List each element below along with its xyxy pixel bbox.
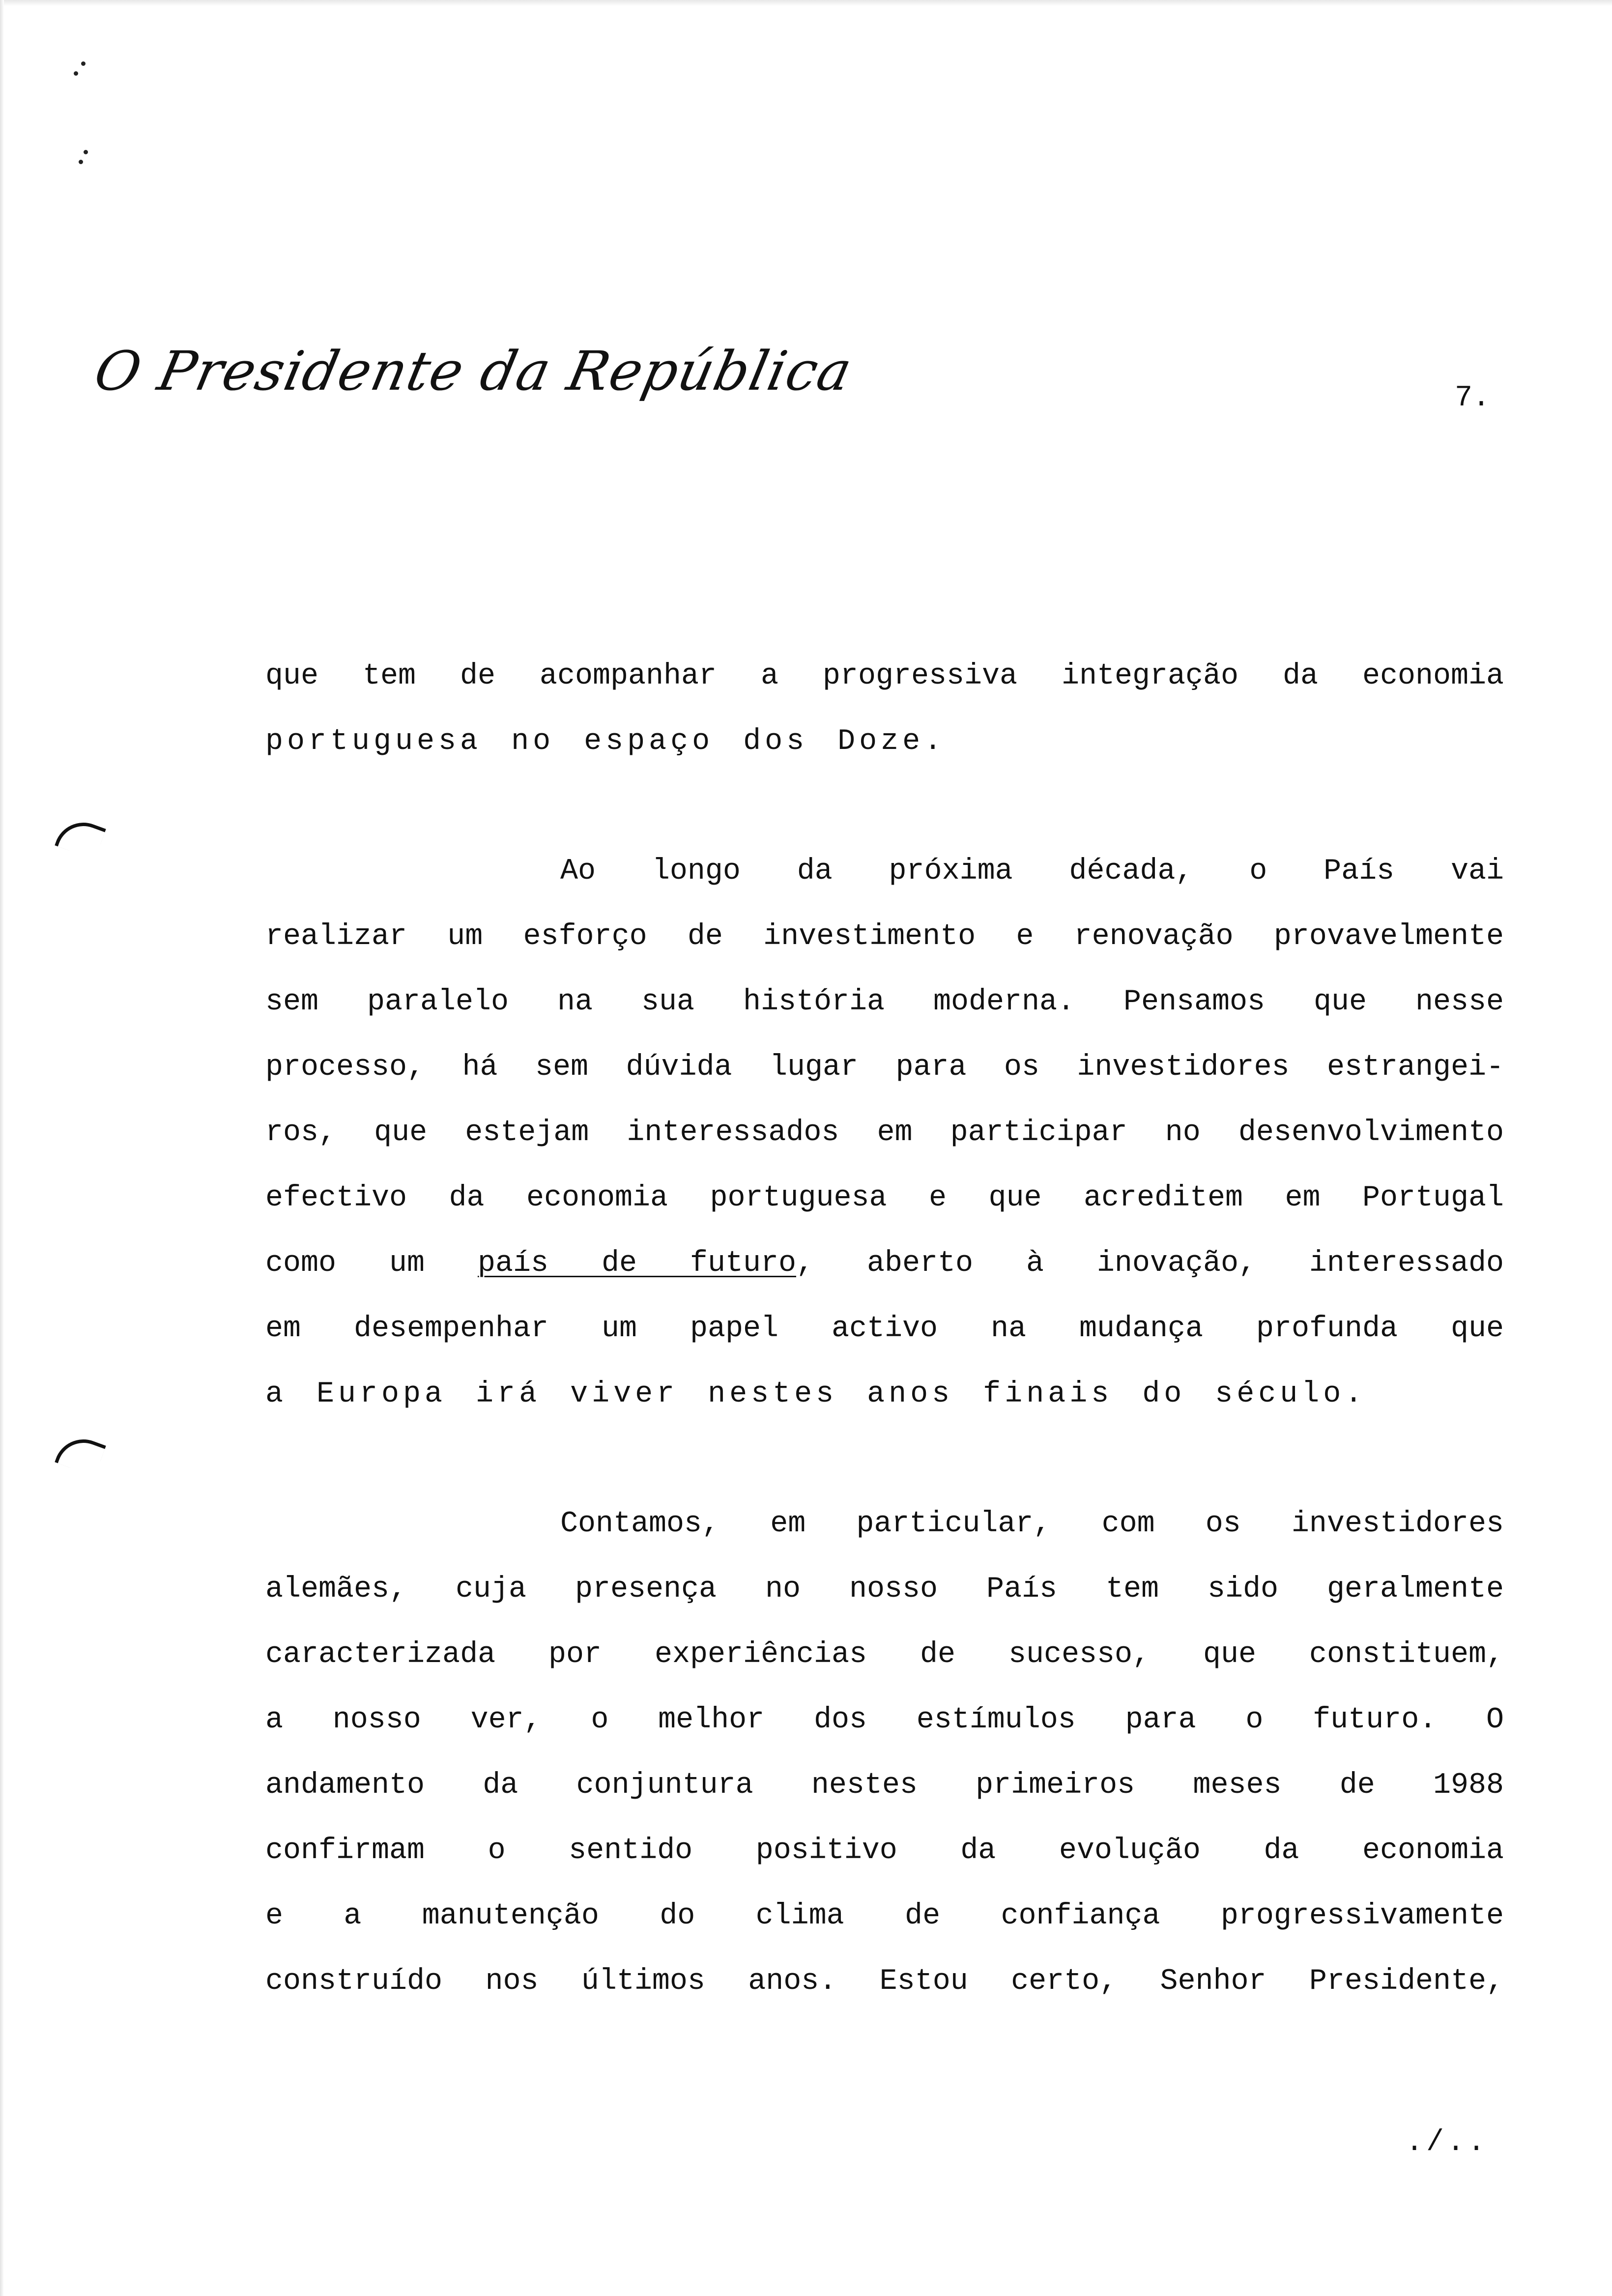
text-line: que tem de acompanhar a progressiva integração da economia <box>265 660 1504 693</box>
punch-mark-dot <box>74 71 78 76</box>
text-line: e a manutenção do clima de confiança progressivamente <box>265 1899 1504 1933</box>
page-number: 7. <box>1455 381 1491 415</box>
margin-annotation-mark <box>55 1431 106 1477</box>
text-line: processo, há sem dúvida lugar para os investidores estrangei- <box>265 1051 1504 1084</box>
margin-annotation-mark <box>55 814 106 860</box>
text-line: portuguesa no espaço dos Doze. <box>265 725 946 758</box>
scan-left-edge <box>0 0 4 2296</box>
punch-mark-dot <box>79 160 83 164</box>
text-line: ros, que estejam interessados em participar no desenvolvimento <box>265 1116 1504 1149</box>
punch-mark-dot <box>81 61 86 66</box>
text-line: Contamos, em particular, com os investidores <box>560 1507 1504 1541</box>
text-line: andamento da conjuntura nestes primeiros meses de 1988 <box>265 1769 1504 1802</box>
text-line: alemães, cuja presença no nosso País tem sido geralmente <box>265 1573 1504 1606</box>
text-line: construído nos últimos anos. Estou certo, Senhor Presidente, <box>265 1965 1504 1998</box>
text-line-with-underline: como um país de futuro, aberto à inovação, interessado <box>265 1247 1504 1280</box>
text-line: a Europa irá viver nestes anos finais do século. <box>265 1378 1367 1411</box>
scan-top-edge <box>0 0 1612 6</box>
punch-mark-dot <box>84 150 88 154</box>
paragraph-1 <box>265 644 1504 775</box>
text-line: efectivo da economia portuguesa e que acreditem em Portugal <box>265 1181 1504 1215</box>
paragraph-3 <box>265 1492 1504 2014</box>
continuation-mark: ./.. <box>1406 2126 1489 2159</box>
text-line: Ao longo da próxima década, o País vai <box>560 855 1504 888</box>
text-line: confirmam o sentido positivo da evolução da economia <box>265 1834 1504 1867</box>
text-line: realizar um esforço de investimento e renovação provavelmente <box>265 920 1504 953</box>
underlined-phrase: país de futuro <box>477 1247 796 1280</box>
text-line: sem paralelo na sua história moderna. Pensamos que nesse <box>265 985 1504 1019</box>
text-line: a nosso ver, o melhor dos estímulos para o futuro. O <box>265 1703 1504 1737</box>
paragraph-2 <box>265 839 1504 1427</box>
letterhead-title: O Presidente da República <box>89 340 858 402</box>
text-line: caracterizada por experiências de sucesso, que constituem, <box>265 1638 1504 1671</box>
text-line: em desempenhar um papel activo na mudança profunda que <box>265 1312 1504 1346</box>
